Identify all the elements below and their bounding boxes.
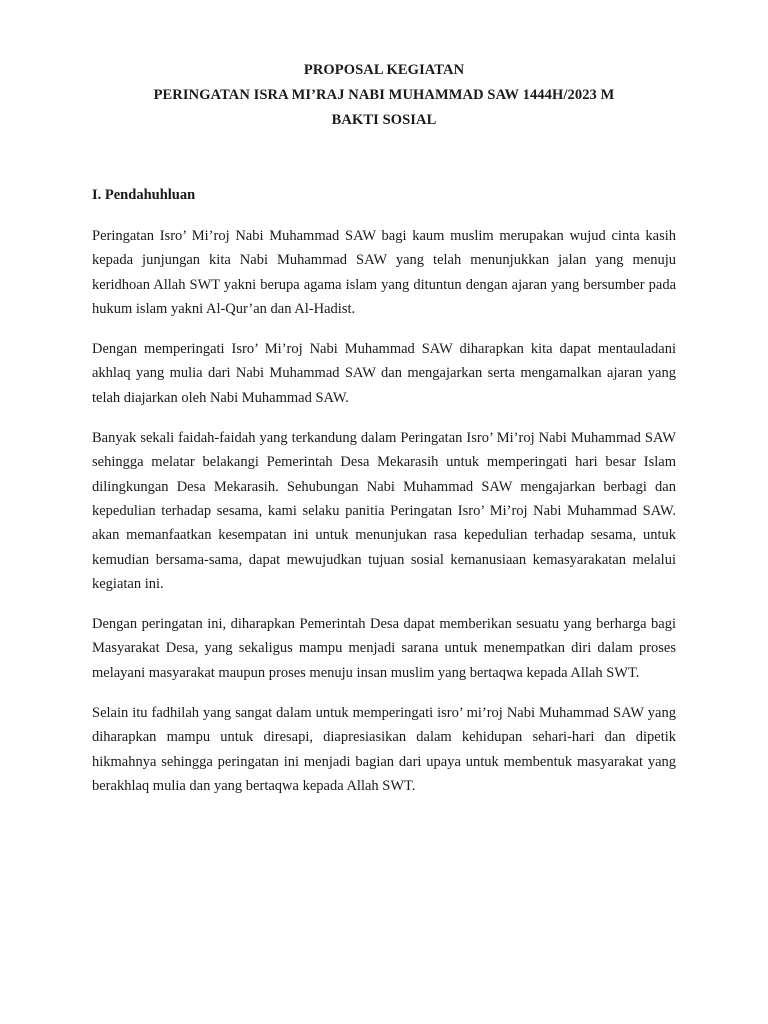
document-title-line-2: PERINGATAN ISRA MI’RAJ NABI MUHAMMAD SAW 1444H/2023 M <box>153 87 615 103</box>
paragraph: Dengan peringatan ini, diharapkan Pemerintah Desa dapat memberikan sesuatu yang berharga bagi Masyarakat Desa, yang sekaligus mampu menjadi sarana untuk menempatkan diri dalam proses melayani masyarakat maupun proses menuju insan muslim yang bertaqwa kepada Allah SWT. <box>92 616 676 681</box>
document-title-line-1: PROPOSAL KEGIATAN <box>303 62 465 78</box>
body-text <box>92 224 676 814</box>
section-heading: I. Pendahuhluan <box>92 187 196 203</box>
document-title-block <box>0 58 768 133</box>
document-title-line-3: BAKTI SOSIAL <box>331 112 437 128</box>
paragraph: Banyak sekali faidah-faidah yang terkandung dalam Peringatan Isro’ Mi’roj Nabi Muhammad SAW sehingga melatar belakangi Pemerintah Desa Mekarasih untuk memperingati hari besar Islam dilingkungan Desa Mekarasih. Sehubungan Nabi Muhammad SAW mengajarkan berbagi dan kepedulian terhadap sesama, kami selaku panitia Peringatan Isro’ Mi’roj Nabi Muhammad SAW. akan memanfaatkan kesempatan ini untuk menunjukan rasa kepedulian terhadap sesama, untuk kemudian bersama-sama, dapat mewujudkan tujuan sosial kemanusiaan kemasyarakatan melalui kegiatan ini. <box>92 430 676 592</box>
paragraph: Dengan memperingati Isro’ Mi’roj Nabi Muhammad SAW diharapkan kita dapat mentauladani akhlaq yang mulia dari Nabi Muhammad SAW dan mengajarkan serta mengamalkan ajaran yang telah diajarkan oleh Nabi Muhammad SAW. <box>92 341 676 406</box>
paragraph: Selain itu fadhilah yang sangat dalam untuk memperingati isro’ mi’roj Nabi Muhammad SAW yang diharapkan mampu untuk diresapi, diapresiasikan dalam kehidupan sehari-hari dan dipetik hikmahnya sehingga peringatan ini menjadi bagian dari upaya untuk membentuk masyarakat yang berakhlaq mulia dan yang bertaqwa kepada Allah SWT. <box>92 705 676 794</box>
paragraph: Peringatan Isro’ Mi’roj Nabi Muhammad SAW bagi kaum muslim merupakan wujud cinta kasih kepada junjungan kita Nabi Muhammad SAW yang telah menunjukkan jalan yang menuju keridhoan Allah SWT yakni berupa agama islam yang dituntun dengan ajaran yang bersumber pada hukum islam yakni Al-Qur’an dan Al-Hadist. <box>92 228 676 317</box>
